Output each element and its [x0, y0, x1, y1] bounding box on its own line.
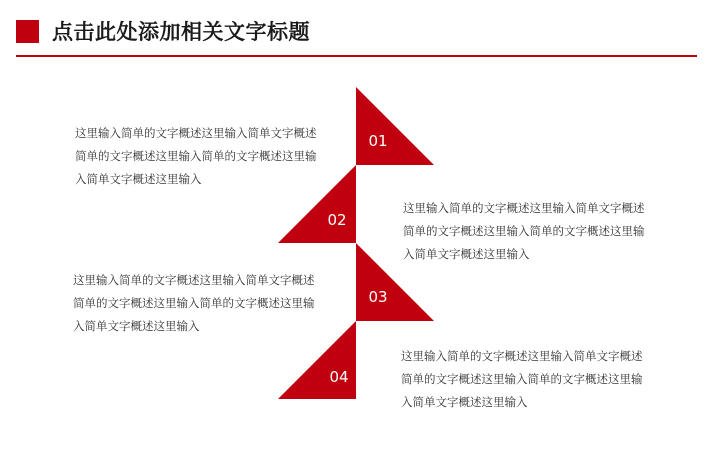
step-3-number: 03 [368, 288, 388, 306]
step-2-description: 这里输入简单的文字概述这里输入简单文字概述简单的文字概述这里输入简单的文字概述这里输入简单文字概述这里输入 [403, 201, 645, 261]
step-1-triangle [356, 87, 434, 165]
step-4-description: 这里输入简单的文字概述这里输入简单文字概述简单的文字概述这里输入简单的文字概述这里输入简单文字概述这里输入 [401, 349, 643, 409]
step-4-number: 04 [329, 368, 349, 386]
step-1-description: 这里输入简单的文字概述这里输入简单文字概述简单的文字概述这里输入简单的文字概述这里输入简单文字概述这里输入 [75, 126, 317, 186]
step-1-number: 01 [368, 132, 388, 150]
step-3-description: 这里输入简单的文字概述这里输入简单文字概述简单的文字概述这里输入简单的文字概述这里输入简单文字概述这里输入 [73, 273, 315, 333]
step-2-number: 02 [327, 211, 347, 229]
page-title: 点击此处添加相关文字标题 [52, 20, 310, 44]
